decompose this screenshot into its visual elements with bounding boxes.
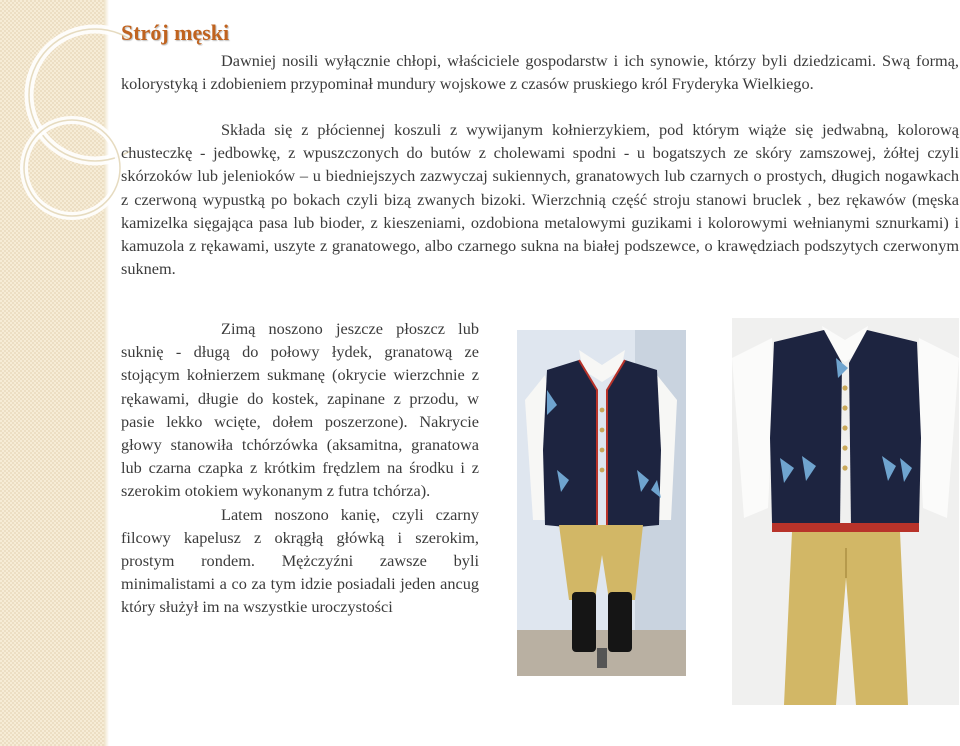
decorative-rings: [0, 0, 130, 300]
winter-summer-column: [121, 317, 479, 619]
winter-paragraph-text: Zimą noszono jeszcze płoszcz lub suknię - długą do połowy łydek, granatową ze stojącym kołnierzem sukmanę (okrycie wierzchnie z rękawami, długie do kostek, zapinane z przodu, w pasie lekko wcięte, dołem poszerzone). Nakrycie głowy stanowiła tchórzówka (aksamitna, granatowa lub czarna czapka z krótkim frędzlem na środku i z szerokim otokiem wykonanym z futra tchórza).: [121, 319, 479, 501]
description-paragraph: [121, 118, 959, 280]
description-paragraph-text: Składa się z płóciennej koszuli z wywijanym kołnierzykiem, pod którym wiąże się jedwabną, kolorową chusteczkę - jedbowkę, z wpuszczonych do butów z cholewami spodni - u bogatszych ze skóry zamszowej, żółtej czyli skórzoków lub jelenioków – u biedniejszych zazwyczaj sukiennych, granatowych lub czarnych o prostych, długich nogawkach z czerwoną wypustką po bokach czyli bizą zwanych bizoki. Wierzchnią część stroju stanowi bruclek , bez rękawów (męska kamizelka sięgająca pasa lub bioder, z kieszeniami, ozdobiona metalowymi guzikami i kolorowymi wełnianymi sznurkami) i kamuzola z rękawami, uszyte z granatowego, albo czarnego sukna na białej podszewce, o krawędziach podszytych czerwonym suknem.: [121, 120, 959, 279]
winter-paragraph: [121, 317, 479, 503]
summer-paragraph-text: Latem noszono kanię, czyli czarny filcowy kapelusz z okrągłą główką i szerokim, prostym rondem. Mężczyźni zawsze byli minimalistami a co za tym idzie posiadali jeden ancug który służył im na wszystkie uroczystości: [121, 504, 479, 617]
intro-paragraph-text: Dawniej nosili wyłącznie chłopi, właściciele gospodarstw i ich synowie, którzy byli dziedzicami. Swą formą, kolorystyką i zdobieniem przypominał mundury wojskowe z czasów pruskiego król Fryderyka Wielkiego.: [121, 51, 959, 94]
intro-paragraph: [121, 49, 959, 95]
costume-mannequin-photo: [517, 330, 686, 676]
summer-paragraph: [121, 503, 479, 619]
costume-display-photo: [732, 318, 959, 705]
slide-title: Strój męski: [121, 20, 230, 45]
